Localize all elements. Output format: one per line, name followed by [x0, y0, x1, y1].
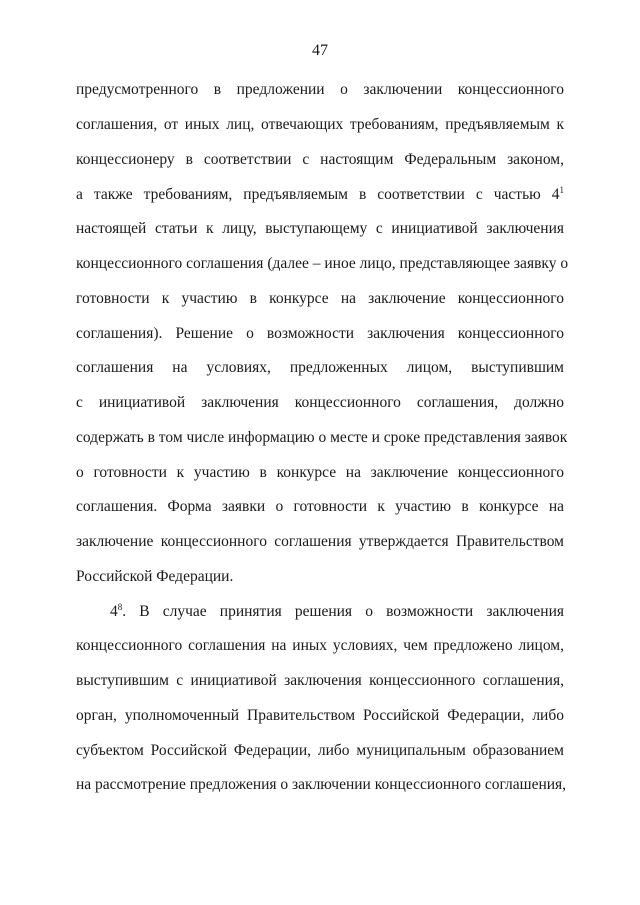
- text-line: готовности к участию в конкурсе на заключение концессионного: [76, 290, 564, 307]
- superscript: 1: [559, 184, 564, 195]
- text-line-main: . В случае принятия решения о возможности заключения: [122, 603, 564, 620]
- text-line: предусмотренного в предложении о заключении концессионного: [76, 81, 564, 98]
- text-line: на рассмотрение предложения о заключении концессионного соглашения,: [76, 776, 567, 793]
- text-line: содержать в том числе информацию о месте и сроке представления заявок: [76, 429, 568, 446]
- text-line: соглашения, от иных лиц, отвечающих требованиям, предъявляемым к: [76, 116, 564, 133]
- text-line: концессионного соглашения на иных условиях, чем предложено лицом,: [76, 637, 564, 654]
- page-number: 47: [312, 42, 328, 59]
- text-line: концессионного соглашения (далее – иное лицо, представляющее заявку о: [76, 255, 569, 272]
- text-line: соглашения). Решение о возможности заключения концессионного: [76, 325, 564, 342]
- text-line: с инициативой заключения концессионного соглашения, должно: [76, 394, 564, 411]
- text-line: субъектом Российской Федерации, либо муниципальным образованием: [76, 742, 564, 759]
- text-line: соглашения. Форма заявки о готовности к участию в конкурсе на: [76, 498, 564, 515]
- paragraph-number: 4: [110, 603, 118, 620]
- text-line-main: а также требованиям, предъявляемым в соответствии с частью 4: [76, 186, 560, 203]
- text-line: соглашения на условиях, предложенных лицом, выступившим: [76, 359, 564, 376]
- text-line: о готовности к участию в конкурсе на заключение концессионного: [76, 464, 564, 481]
- text-line-with-superscript: [76, 185, 564, 205]
- text-line: выступившим с инициативой заключения концессионного соглашения,: [76, 672, 564, 689]
- text-line: заключение концессионного соглашения утверждается Правительством: [76, 533, 564, 550]
- text-line: настоящей статьи к лицу, выступающему с инициативой заключения: [76, 220, 564, 237]
- paragraph-first-line: [110, 602, 564, 622]
- text-line: Российской Федерации.: [76, 568, 234, 585]
- text-line: орган, уполномоченный Правительством Российской Федерации, либо: [76, 707, 564, 724]
- superscript: 8: [117, 601, 123, 612]
- text-line: концессионеру в соответствии с настоящим Федеральным законом,: [76, 151, 564, 168]
